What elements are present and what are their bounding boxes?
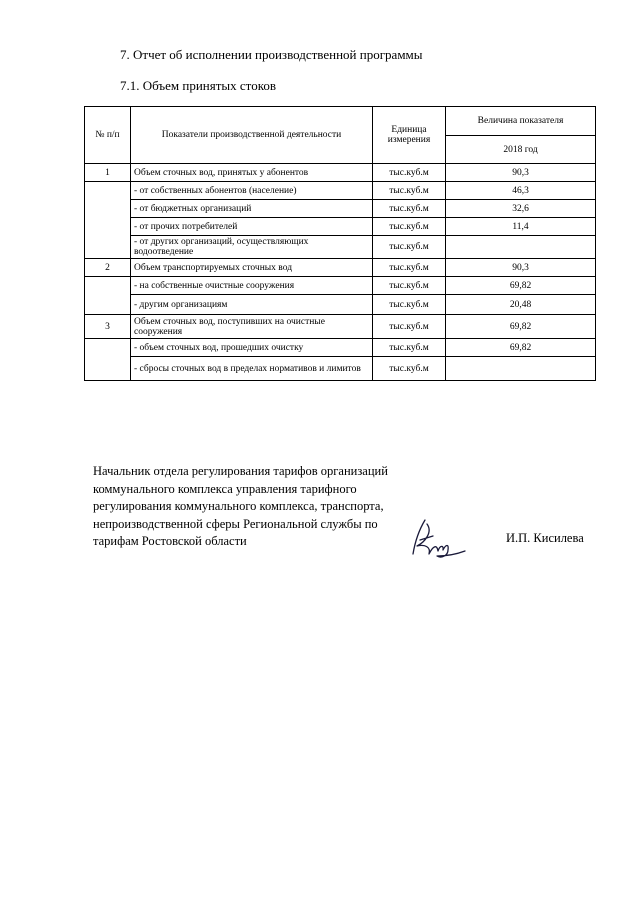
row-unit: тыс.куб.м xyxy=(373,164,446,182)
row-value: 69,82 xyxy=(446,277,596,295)
column-header-year: 2018 год xyxy=(446,136,596,164)
row-unit: тыс.куб.м xyxy=(373,200,446,218)
column-header-unit: Единица измерения xyxy=(373,107,446,164)
row-unit: тыс.куб.м xyxy=(373,182,446,200)
table-row xyxy=(85,339,596,357)
row-indicator: - от прочих потребителей xyxy=(131,218,373,236)
row-number: 1 xyxy=(85,164,131,182)
row-value: 90,3 xyxy=(446,259,596,277)
row-unit: тыс.куб.м xyxy=(373,218,446,236)
row-indicator: - объем сточных вод, прошедших очистку xyxy=(131,339,373,357)
table-row xyxy=(85,277,596,295)
row-indicator: - от бюджетных организаций xyxy=(131,200,373,218)
row-value: 69,82 xyxy=(446,315,596,339)
table-row xyxy=(85,218,596,236)
row-unit: тыс.куб.м xyxy=(373,259,446,277)
row-unit: тыс.куб.м xyxy=(373,315,446,339)
table-row xyxy=(85,182,596,200)
row-indicator: - на собственные очистные сооружения xyxy=(131,277,373,295)
row-number-group xyxy=(85,182,131,259)
row-value xyxy=(446,357,596,381)
report-table xyxy=(84,106,596,381)
table-row xyxy=(85,259,596,277)
row-indicator: - от других организаций, осуществляющих водоотведение xyxy=(131,236,373,259)
signatory-name: И.П. Кисилева xyxy=(506,531,584,545)
row-number: 3 xyxy=(85,315,131,339)
row-indicator: Объем транспортируемых сточных вод xyxy=(131,259,373,277)
row-indicator: Объем сточных вод, принятых у абонентов xyxy=(131,164,373,182)
row-unit: тыс.куб.м xyxy=(373,236,446,259)
row-indicator: - другим организациям xyxy=(131,295,373,315)
row-unit: тыс.куб.м xyxy=(373,295,446,315)
section-heading: 7. Отчет об исполнении производственной программы xyxy=(120,47,423,62)
column-header-number: № п/п xyxy=(85,107,131,164)
table-row xyxy=(85,164,596,182)
row-number: 2 xyxy=(85,259,131,277)
table-row xyxy=(85,295,596,315)
row-number-group xyxy=(85,277,131,315)
table-row xyxy=(85,236,596,259)
row-value: 11,4 xyxy=(446,218,596,236)
row-indicator: - сбросы сточных вод в пределах нормативов и лимитов xyxy=(131,357,373,381)
row-indicator: - от собственных абонентов (население) xyxy=(131,182,373,200)
row-number-group xyxy=(85,339,131,381)
table-row xyxy=(85,357,596,381)
row-value: 20,48 xyxy=(446,295,596,315)
row-value: 90,3 xyxy=(446,164,596,182)
signatory-position: Начальник отдела регулирования тарифов организаций коммунального комплекса управления тарифного регулирования коммунального комплекса, транспорта, непроизводственной сферы Региональной службы по тарифам Ростовской области xyxy=(93,464,388,548)
column-header-indicator: Показатели производственной деятельности xyxy=(131,107,373,164)
row-value: 69,82 xyxy=(446,339,596,357)
handwritten-signature xyxy=(403,514,483,564)
table-row xyxy=(85,200,596,218)
row-indicator: Объем сточных вод, поступивших на очистные сооружения xyxy=(131,315,373,339)
table-row xyxy=(85,315,596,339)
row-unit: тыс.куб.м xyxy=(373,277,446,295)
row-unit: тыс.куб.м xyxy=(373,339,446,357)
row-unit: тыс.куб.м xyxy=(373,357,446,381)
subsection-heading: 7.1. Объем принятых стоков xyxy=(120,78,276,93)
row-value: 46,3 xyxy=(446,182,596,200)
column-header-value-group: Величина показателя xyxy=(446,107,596,136)
row-value xyxy=(446,236,596,259)
row-value: 32,6 xyxy=(446,200,596,218)
